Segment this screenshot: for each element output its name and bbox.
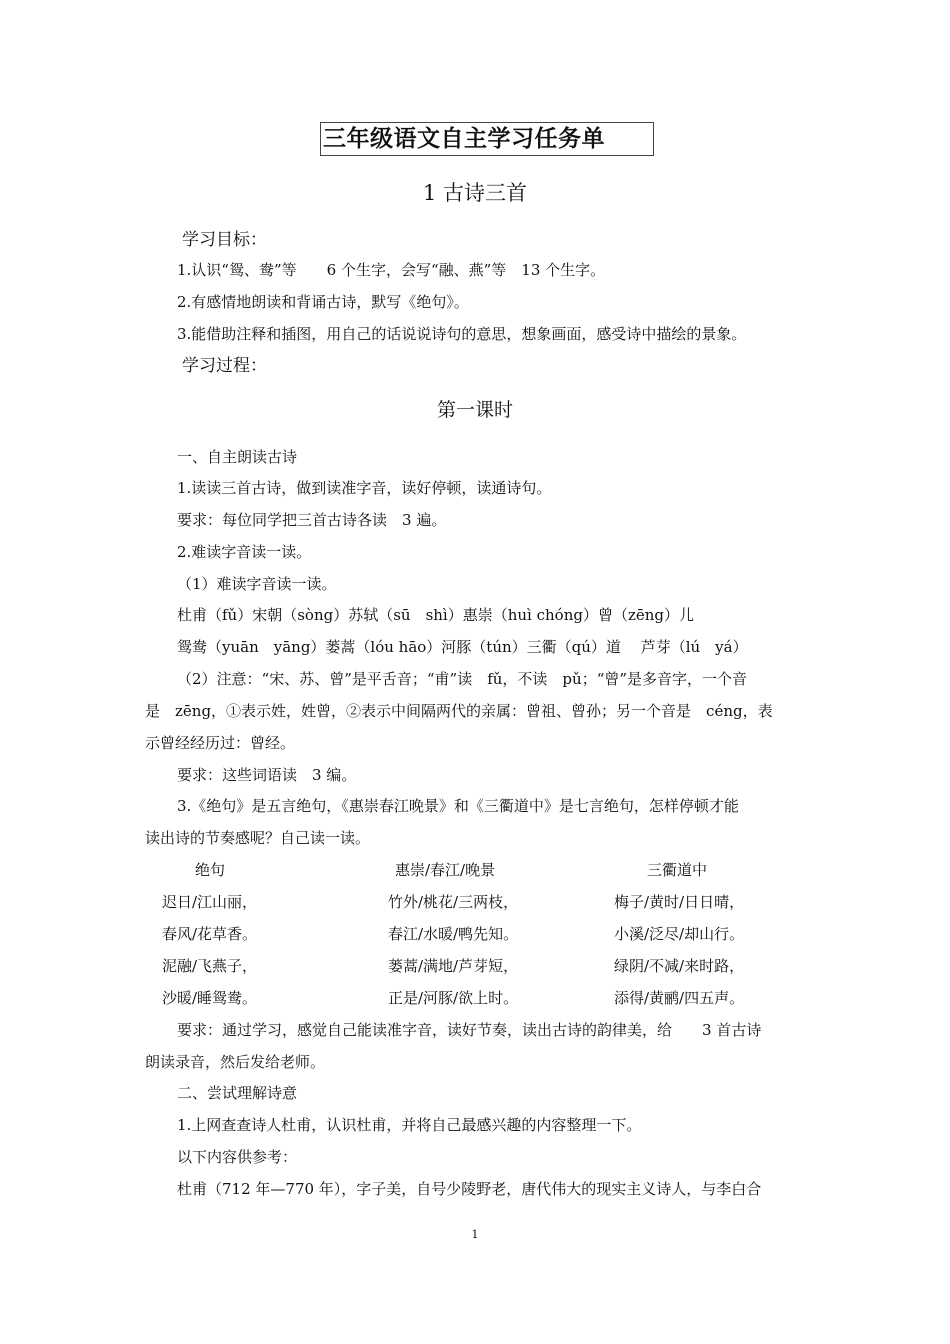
note-line: 示曾经经历过：曾经。 [145,734,296,752]
poem-line: 沙暖/睡鸳鸯。 [162,989,258,1007]
part1-step3: 读出诗的节奏感呢？自己读一读。 [145,829,371,847]
poem-line: 竹外/桃花/三两枝， [388,893,519,911]
part1-requirement-1: 要求：每位同学把三首古诗各读 3 遍。 [177,511,447,529]
process-heading: 学习过程： [182,356,267,376]
poem-title: 绝句 [195,861,226,879]
poem-title: 三衢道中 [647,861,708,879]
part1-heading: 一、自主朗读古诗 [177,448,298,466]
poem-line: 绿阴/不减/来时路， [614,957,745,975]
part2-reference: 以下内容供参考： [177,1148,298,1166]
poem-line: 梅子/黄时/日日晴， [614,893,745,911]
poem-line: 春风/花草香。 [162,925,258,943]
note-line: （2）注意：“宋、苏、曾”是平舌音；“甫”读 fǔ，不读 pǔ；“曾”是多音字，一个音 [177,670,748,688]
part2-heading: 二、尝试理解诗意 [177,1084,298,1102]
page-number: 1 [471,1228,479,1241]
part1-requirement-3: 要求：通过学习，感觉自己能读准字音，读好节奏，读出古诗的韵律美，给 3 首古诗 [177,1021,762,1039]
pinyin-line: 杜甫（fǔ）宋朝（sòng）苏轼（sū shì）惠崇（huì chóng）曾（zēng）儿 [177,606,695,624]
part1-step3: 3.《绝句》是五言绝句，《惠崇春江晚景》和《三衢道中》是七言绝句，怎样停顿才能 [177,797,739,815]
poem-line: 迟日/江山丽， [162,893,258,911]
part1-requirement-3: 朗读录音，然后发给老师。 [145,1053,326,1071]
poem-line: 泥融/飞燕子， [162,957,258,975]
poem-line: 添得/黄鹂/四五声。 [614,989,745,1007]
poem-line: 正是/河豚/欲上时。 [388,989,519,1007]
document-title: 三年级语文自主学习任务单 [320,122,654,156]
poem-line: 春江/水暖/鸭先知。 [388,925,519,943]
goals-heading: 学习目标： [182,230,267,250]
part1-step1: 1.读读三首古诗，做到读准字音，读好停顿，读通诗句。 [177,479,552,497]
part1-requirement-2: 要求：这些词语读 3 编。 [177,766,357,784]
goal-item: 2.有感情地朗读和背诵古诗，默写《绝句》。 [177,293,469,311]
poem-line: 蒌蒿/满地/芦芽短， [388,957,519,975]
lesson-title: 第一课时 [436,399,513,421]
part1-step2: 2.难读字音读一读。 [177,543,312,561]
goal-item: 1.认识“鸳、鸯”等 6 个生字，会写“融、燕”等 13 个生字。 [177,261,606,279]
lesson-subtitle: 1 古诗三首 [422,181,528,205]
part2-step1: 1.上网查查诗人杜甫，认识杜甫，并将自己最感兴趣的内容整理一下。 [177,1116,642,1134]
poem-title: 惠崇/春江/晚景 [395,861,496,879]
pinyin-line: 鸳鸯（yuān yāng）蒌蒿（lóu hāo）河豚（tún）三衢（qú）道 芦芽（lú yá） [177,638,748,656]
note-line: 是 zēng，①表示姓，姓曾，②表示中间隔两代的亲属：曾祖、曾孙；另一个音是 céng，表 [145,702,773,720]
poem-line: 小溪/泛尽/却山行。 [614,925,745,943]
part1-sub1: （1）难读字音读一读。 [177,575,337,593]
goal-item: 3.能借助注释和插图，用自己的话说说诗句的意思，想象画面，感受诗中描绘的景象。 [177,325,747,343]
part2-bio: 杜甫（712 年—770 年），字子美，自号少陵野老，唐代伟大的现实主义诗人，与李白合 [177,1180,762,1198]
